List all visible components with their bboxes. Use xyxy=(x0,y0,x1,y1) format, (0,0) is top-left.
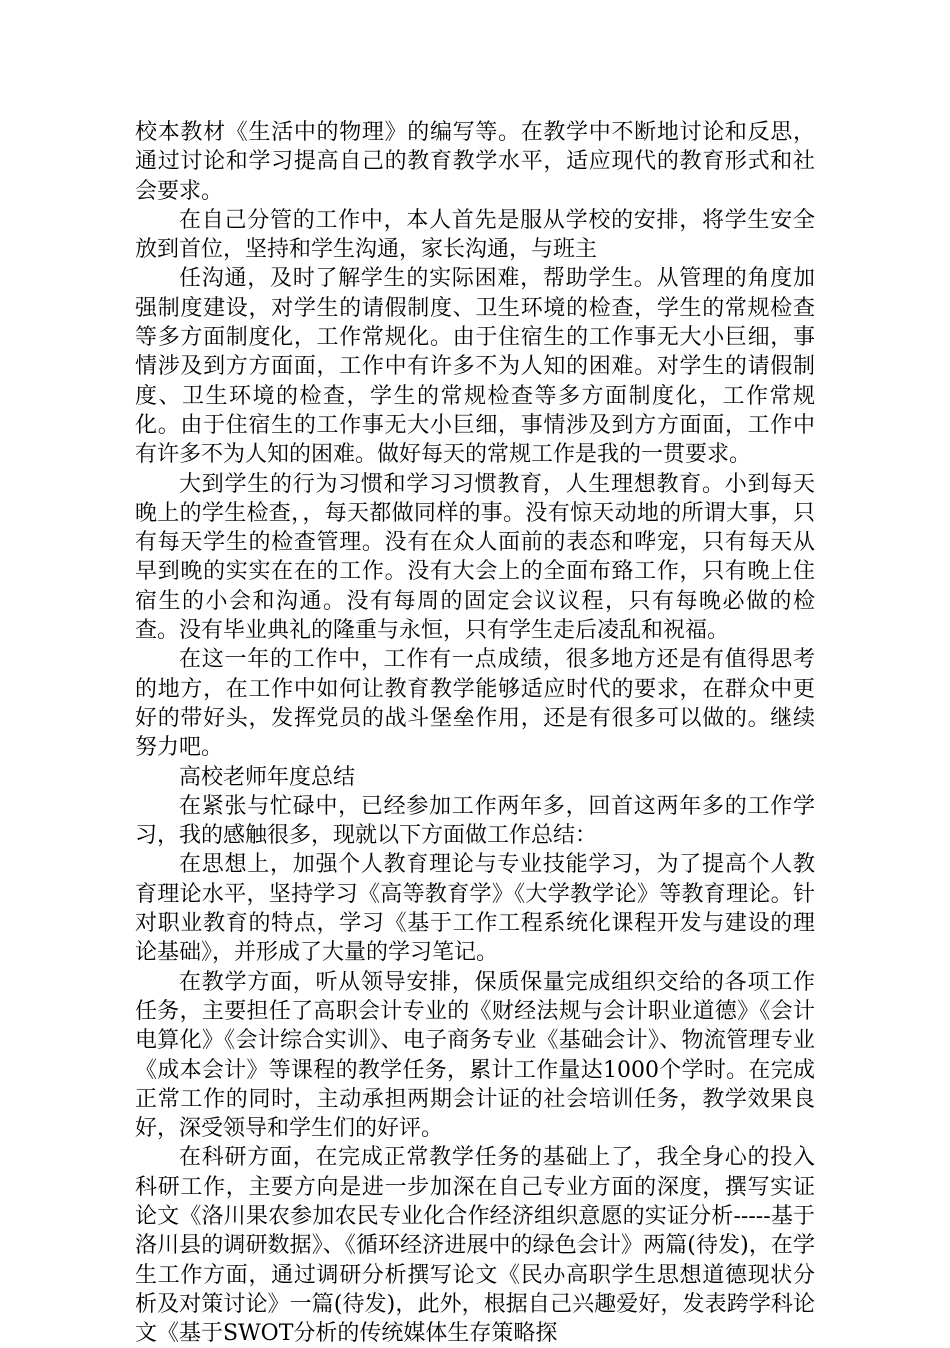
paragraph-year-reflection: 在这一年的工作中，工作有一点成绩，很多地方还是有值得思考的地方，在工作中如何让教育教学能够适应时代的要求，在群众中更好的带好头，发挥党员的战斗堡垒作用，还是有很多可以做的。继续努力吧。 xyxy=(135,647,815,761)
paragraph-introduction: 在紧张与忙碌中，已经参加工作两年多，回首这两年多的工作学习，我的感触很多，现就以下方面做工作总结： xyxy=(135,793,815,849)
paragraph-continuation: 校本教材《生活中的物理》的编写等。在教学中不断地讨论和反思，通过讨论和学习提高自己的教育教学水平，适应现代的教育形式和社会要求。 xyxy=(135,120,815,204)
paragraph-research: 在科研方面，在完成正常教学任务的基础上了，我全身心的投入科研工作，主要方向是进一步加深在自己专业方面的深度，撰写实证论文《洛川果农参加农民专业化合作经济组织意愿的实证分析-----基于洛川县的调研数据》、《循环经济进展中的绿色会计》两篇(待发)，在学生工作方面，通过调研分析撰写论文《民办高职学生思想道德现状分析及对策讨论》一篇(待发)，此外，根据自己兴趣爱好，发表跨学科论文《基于SWOT分析的传统媒体生存策略探 xyxy=(135,1145,815,1347)
document-page xyxy=(135,118,815,1348)
paragraph-daily-routine: 大到学生的行为习惯和学习习惯教育，人生理想教育。小到每天晚上的学生检查，，每天都做同样的事。没有惊天动地的所谓大事，只有每天学生的检查管理。没有在众人面前的表态和哗宠，只有每天从早到晚的实实在在的工作。没有大会上的全面布臵工作，只有晚上住宿生的小会和沟通。没有每周的固定会议议程，只有每晚必做的检查。没有毕业典礼的隆重与永恒，只有学生走后凌乱和祝福。 xyxy=(135,471,815,644)
paragraph-work-duties: 在自己分管的工作中，本人首先是服从学校的安排，将学生安全放到首位，坚持和学生沟通，家长沟通，与班主 xyxy=(135,207,815,263)
section-heading: 高校老师年度总结 xyxy=(179,764,356,790)
paragraph-management: 任沟通，及时了解学生的实际困难，帮助学生。从管理的角度加强制度建设，对学生的请假制度、卫生环境的检查，学生的常规检查等多方面制度化，工作常规化。由于住宿生的工作事无大小巨细，事情涉及到方方面面，工作中有许多不为人知的困难。对学生的请假制度、卫生环境的检查，学生的常规检查等多方面制度化，工作常规化。由于住宿生的工作事无大小巨细，事情涉及到方方面面，工作中有许多不为人知的困难。做好每天的常规工作是我的一贯要求。 xyxy=(135,266,815,468)
paragraph-teaching: 在教学方面，听从领导安排，保质保量完成组织交给的各项工作任务，主要担任了高职会计专业的《财经法规与会计职业道德》《会计电算化》《会计综合实训》、电子商务专业《基础会计》、物流管理专业《成本会计》等课程的教学任务，累计工作量达1000个学时。在完成正常工作的同时，主动承担两期会计证的社会培训任务，教学效果良好，深受领导和学生们的好评。 xyxy=(135,969,815,1142)
paragraph-ideology: 在思想上，加强个人教育理论与专业技能学习，为了提高个人教育理论水平，坚持学习《高等教育学》《大学教学论》等教育理论。针对职业教育的特点，学习《基于工作工程系统化课程开发与建设的理论基础》，并形成了大量的学习笔记。 xyxy=(135,852,815,966)
